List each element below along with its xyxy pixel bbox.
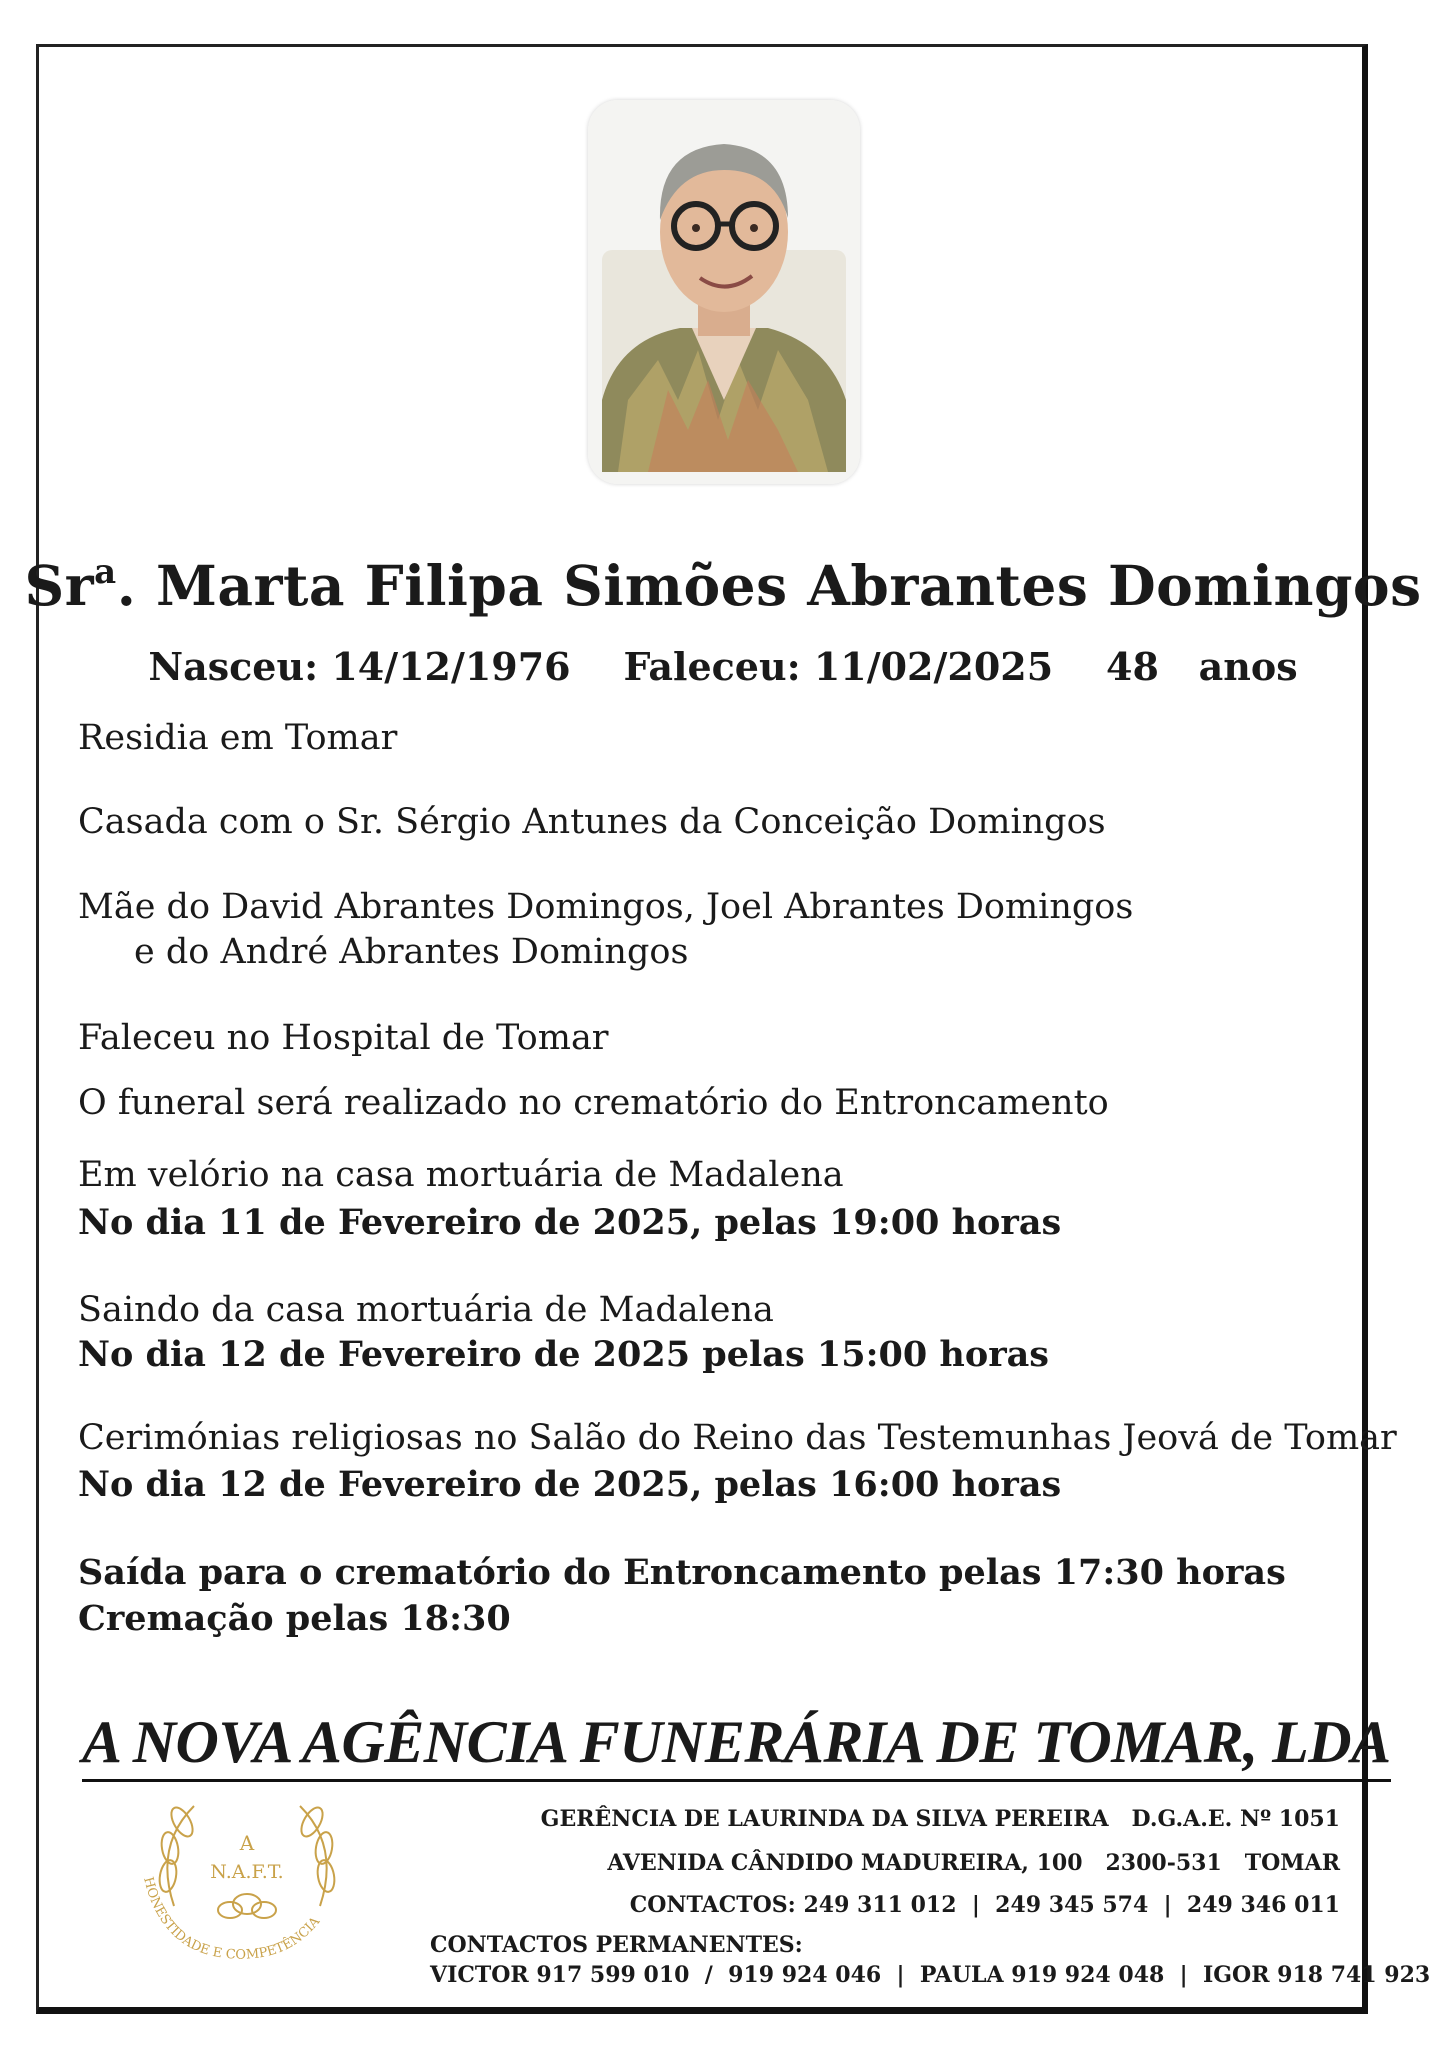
wake-time-line: No dia 11 de Fevereiro de 2025, pelas 19:00 horas <box>78 1202 1062 1243</box>
deceased-name <box>0 552 1446 618</box>
permanent-contacts-numbers: VICTOR 917 599 010 / 919 924 046 | PAULA 919 924 048 | IGOR 918 741 923 <box>430 1962 1431 1988</box>
deceased-full-name: . Marta Filipa Simões Abrantes Domingos <box>116 553 1422 618</box>
residence-line: Residia em Tomar <box>78 718 398 758</box>
birth-death-dates: Nasceu: 14/12/1976 Faleceu: 11/02/2025 48 anos <box>148 644 1298 689</box>
crematory-exit-line: Saída para o crematório do Entroncamento pelas 17:30 horas <box>78 1552 1286 1593</box>
agency-management: GERÊNCIA DE LAURINDA DA SILVA PEREIRA D.G.A.E. Nº 1051 <box>540 1806 1340 1832</box>
agency-logo <box>134 1786 360 1966</box>
agency-address: AVENIDA CÂNDIDO MADUREIRA, 100 2300-531 TOMAR <box>607 1850 1340 1876</box>
ceremony-time-line: No dia 12 de Fevereiro de 2025, pelas 16:00 horas <box>78 1464 1062 1505</box>
logo-initials: N.A.F.T. <box>210 1861 284 1883</box>
funeral-line: O funeral será realizado no crematório do Entroncamento <box>78 1083 1109 1123</box>
agency-contacts: CONTACTOS: 249 311 012 | 249 345 574 | 249 346 011 <box>629 1892 1340 1918</box>
portrait-image <box>588 100 860 484</box>
children-line-1: Mãe do David Abrantes Domingos, Joel Abrantes Domingos <box>78 887 1134 927</box>
departure-time-line: No dia 12 de Fevereiro de 2025 pelas 15:00 horas <box>78 1334 1050 1375</box>
logo-motto: HONESTIDADE E COMPETÊNCIA <box>140 1875 324 1963</box>
death-place-line: Faleceu no Hospital de Tomar <box>78 1018 609 1058</box>
ceremony-place-line: Cerimónias religiosas no Salão do Reino das Testemunhas Jeová de Tomar <box>78 1418 1397 1458</box>
wake-place-line: Em velório na casa mortuária de Madalena <box>78 1155 844 1195</box>
portrait-photo <box>588 100 860 484</box>
permanent-contacts-label: CONTACTOS PERMANENTES: <box>430 1932 803 1958</box>
agency-name: A NOVA AGÊNCIA FUNERÁRIA DE TOMAR, LDA <box>82 1708 1391 1782</box>
title-prefix: Sr <box>24 553 95 618</box>
logo-letter: A <box>239 1831 255 1855</box>
departure-place-line: Saindo da casa mortuária de Madalena <box>78 1290 774 1330</box>
spouse-line: Casada com o Sr. Sérgio Antunes da Conceição Domingos <box>78 802 1106 842</box>
title-suffix: a <box>94 552 117 592</box>
cremation-line: Cremação pelas 18:30 <box>78 1598 511 1639</box>
children-line-2: e do André Abrantes Domingos <box>134 932 689 972</box>
